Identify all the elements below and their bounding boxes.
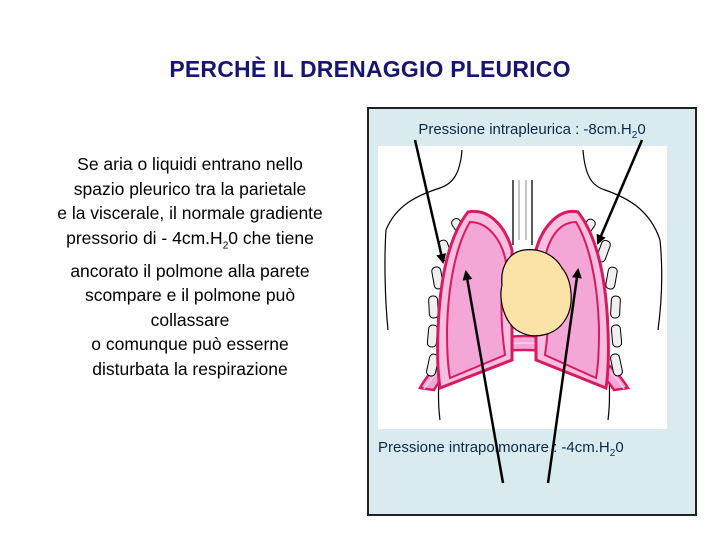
arrow-intrapleural-left <box>415 140 443 262</box>
explanation-line: ancorato il polmone alla parete <box>70 260 310 281</box>
label-top-pre: Pressione intrapleurica : -8cm.H <box>418 121 632 138</box>
explanation-line: e la viscerale, il normale gradiente <box>57 203 323 223</box>
label-top-post: 0 <box>637 121 646 138</box>
explanation-line: spazio pleurico tra la parietale <box>73 178 307 199</box>
label-top-sub: 2 <box>631 130 638 141</box>
label-bottom-pre: Pressione intrapolmonare : -4cm.H <box>378 439 610 456</box>
pressure-sub: 2 <box>222 240 229 251</box>
pressure-pre: pressorio di - 4cm.H <box>66 227 223 248</box>
torso-outline <box>386 150 462 230</box>
explanation-line: o comunque può esserne <box>91 334 289 354</box>
label-bottom-sub: 2 <box>609 448 616 459</box>
torso-outline <box>658 240 662 330</box>
explanation-line: collassare <box>150 309 230 330</box>
explanation-line: scompare e il polmone può <box>84 285 296 305</box>
arrow-intrapleural-right <box>598 140 642 243</box>
explanation-line: Se aria o liquidi entrano nello <box>77 154 303 174</box>
page-title: PERCHÈ IL DRENAGGIO PLEURICO <box>169 56 571 82</box>
trachea-inner <box>519 180 526 240</box>
torso-outline <box>385 230 388 330</box>
pressure-post: 0 che tiene <box>228 227 314 248</box>
explanation-line: disturbata la respirazione <box>92 358 288 379</box>
label-bottom-post: 0 <box>615 439 624 456</box>
trachea <box>513 180 532 245</box>
